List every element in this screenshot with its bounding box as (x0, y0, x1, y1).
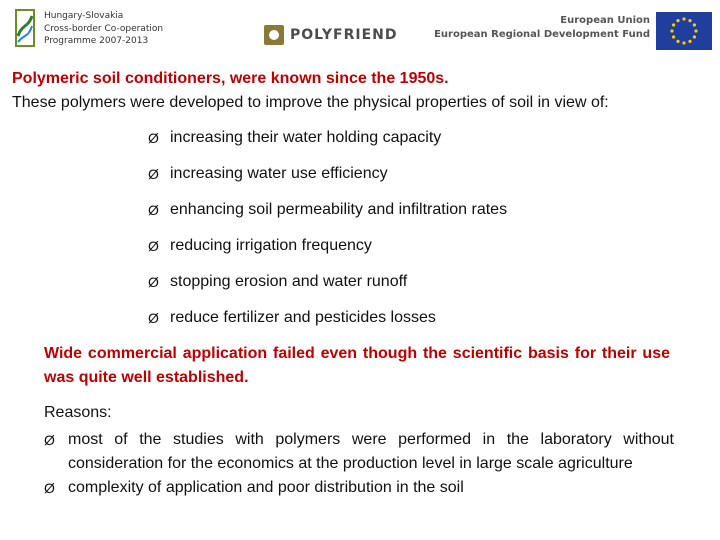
arrow-bullet-icon: Ø (148, 202, 159, 218)
arrow-bullet-icon: Ø (148, 166, 159, 182)
list-item-text: complexity of application and poor distribution in the soil (68, 479, 464, 496)
arrow-bullet-icon: Ø (148, 238, 159, 254)
list-item-text: reducing irrigation frequency (170, 237, 372, 254)
conclusion-text: Wide commercial application failed even though the scientific basis for their use was quite well established. (44, 345, 670, 386)
eu-logo-line: European Union (560, 15, 650, 26)
intro-subtitle: These polymers were developed to improve the physical properties of soil in view of: (12, 94, 609, 111)
arrow-bullet-icon: Ø (148, 274, 159, 290)
list-item (44, 428, 674, 476)
intro-title: Polymeric soil conditioners, were known since the 1950s. (12, 70, 449, 87)
eu-flag-icon (656, 12, 712, 50)
list-item-text: reduce fertilizer and pesticides losses (170, 309, 436, 326)
program-logo-line: Cross-border Co-operation (44, 23, 164, 34)
list-item-text: enhancing soil permeability and infiltration rates (170, 201, 508, 218)
eu-logo-text (434, 14, 650, 42)
list-item-text: stopping erosion and water runoff (170, 273, 408, 290)
list-item (148, 164, 507, 200)
list-item-text: increasing their water holding capacity (170, 129, 442, 146)
reasons-title: Reasons: (44, 404, 112, 421)
program-logo-line: Programme 2007-2013 (44, 36, 149, 46)
reasons-list (44, 428, 674, 500)
polyfriend-emblem-icon (264, 25, 284, 45)
list-item-text: most of the studies with polymers were performed in the laboratory without consideration for the economics at the production level in large scale agriculture (68, 431, 674, 472)
list-item (148, 308, 507, 344)
program-logo-line: Hungary-Slovakia (44, 11, 124, 21)
list-item (44, 476, 674, 500)
program-logo (12, 6, 164, 52)
arrow-bullet-icon: Ø (148, 130, 159, 146)
arrow-bullet-icon: Ø (148, 310, 159, 326)
list-item (148, 236, 507, 272)
program-emblem-icon (12, 6, 40, 52)
list-item (148, 128, 507, 164)
list-item (148, 200, 507, 236)
list-item (148, 272, 507, 308)
list-item-text: increasing water use efficiency (170, 165, 388, 182)
eu-logo (434, 12, 712, 50)
program-logo-text (44, 10, 164, 48)
polyfriend-brand-name: POLYFRIEND (290, 27, 398, 43)
eu-logo-line: European Regional Development Fund (434, 29, 650, 40)
polyfriend-logo (264, 24, 398, 46)
property-list (148, 128, 507, 344)
arrow-bullet-icon: Ø (44, 480, 55, 496)
arrow-bullet-icon: Ø (44, 432, 55, 448)
